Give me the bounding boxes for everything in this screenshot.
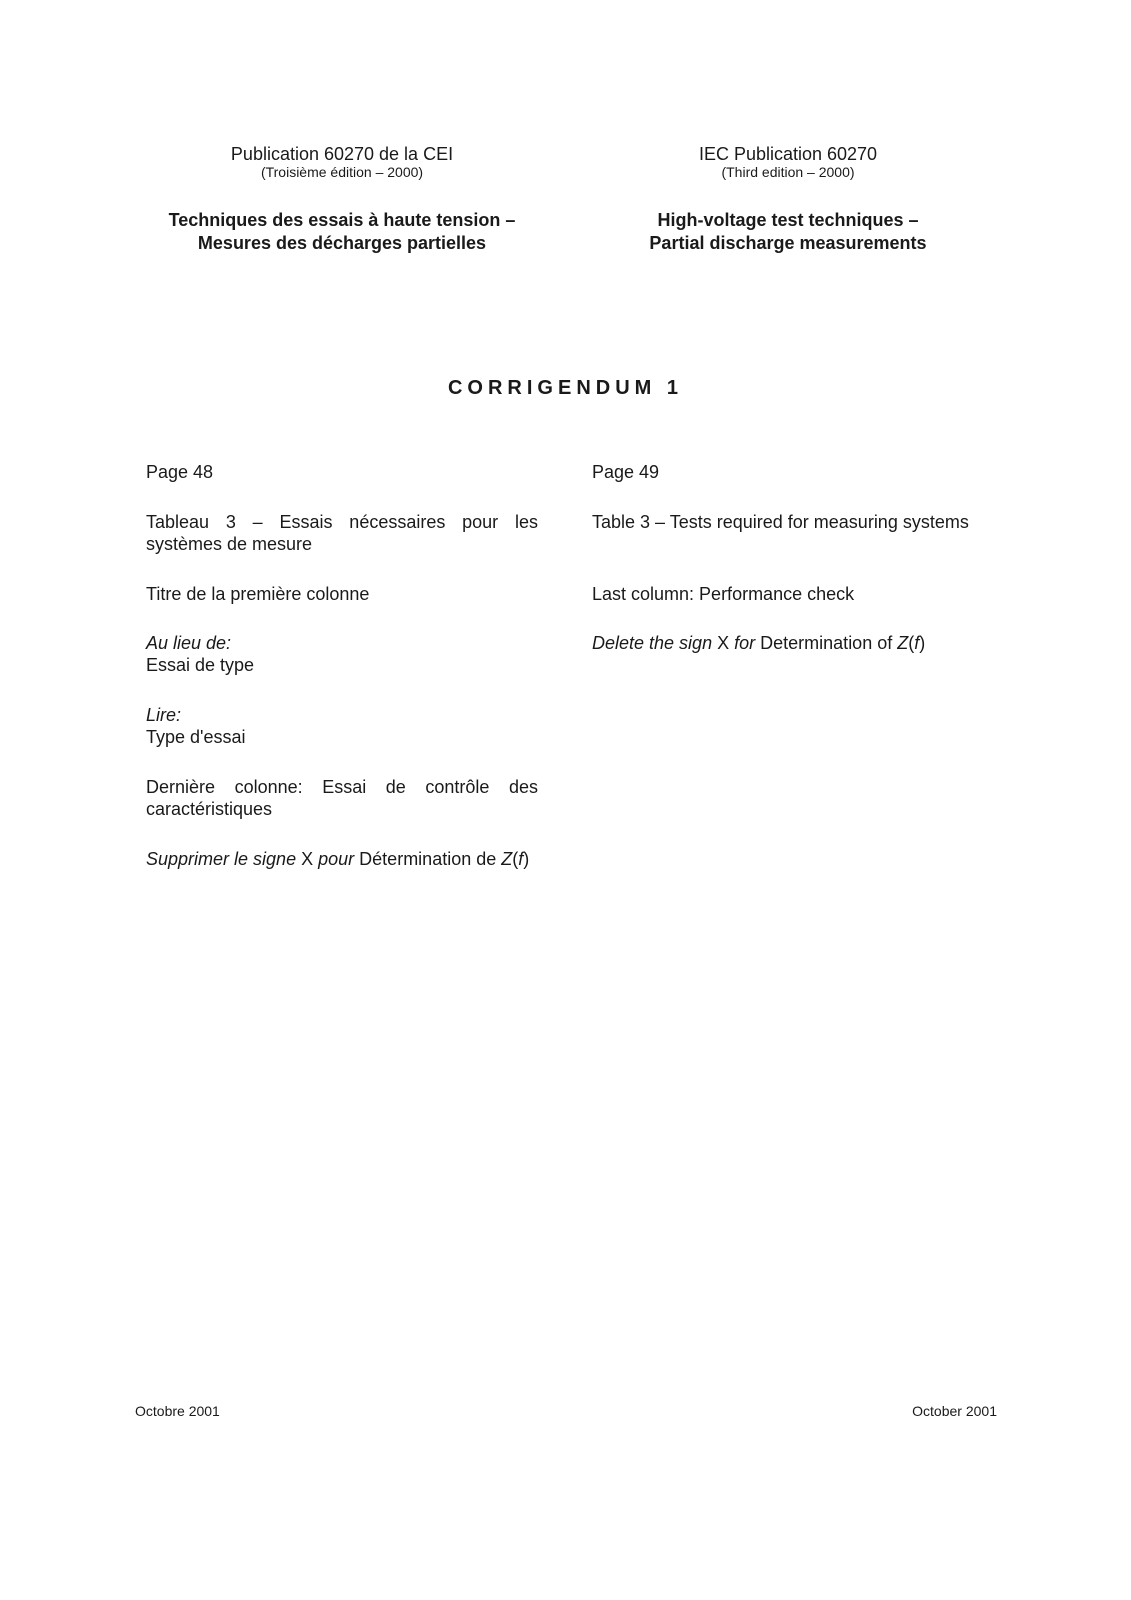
publication-number-fr: Publication 60270 de la CEI [230, 144, 454, 164]
header-french [132, 144, 552, 255]
delete-instruction-en: Delete the sign X for Determination of Z(f) [592, 633, 926, 653]
instead-of-label-fr: Au lieu de: [146, 633, 232, 653]
delete-text-fr: Détermination de [359, 849, 497, 869]
table-ref-fr: Tableau 3 – Essais nécessaires pour les systèmes de mesure [146, 512, 538, 554]
title-line-1-en: High-voltage test techniques – [657, 210, 919, 230]
document-title-en [578, 209, 998, 255]
title-line-2-fr: Mesures des décharges partielles [197, 233, 487, 253]
title-line-1-fr: Techniques des essais à haute tension – [168, 210, 516, 230]
delete-sign-en: X [717, 633, 730, 653]
footer-date-en: October 2001 [912, 1403, 997, 1419]
delete-italic-1-fr: Supprimer le signe [146, 849, 297, 869]
delete-instruction-fr: Supprimer le signe X pour Détermination de Z(f) [146, 849, 530, 869]
instead-of-text-fr: Essai de type [146, 655, 255, 675]
read-text-fr: Type d'essai [146, 727, 246, 747]
table-ref-en: Table 3 – Tests required for measuring systems [592, 512, 969, 532]
edition-fr: (Troisième édition – 2000) [260, 164, 424, 180]
read-block-fr [146, 704, 538, 748]
document-title-fr [132, 209, 552, 255]
f-symbol-fr: f [518, 849, 524, 869]
footer-date-fr: Octobre 2001 [135, 1403, 220, 1419]
page-ref-en: Page 49 [592, 462, 660, 482]
edition-en: (Third edition – 2000) [721, 164, 855, 180]
delete-italic-2-en: for [734, 633, 756, 653]
corrigendum-title: CORRIGENDUM 1 [447, 377, 683, 399]
delete-text-en: Determination of [760, 633, 893, 653]
title-line-2-en: Partial discharge measurements [649, 233, 927, 253]
last-column-en: Last column: Performance check [592, 584, 855, 604]
publication-number-en: IEC Publication 60270 [698, 144, 878, 164]
header-english [578, 144, 998, 255]
delete-italic-1-en: Delete the sign [592, 633, 713, 653]
instead-of-block-fr [146, 632, 538, 676]
page-ref-fr: Page 48 [146, 462, 214, 482]
f-symbol-en: f [914, 633, 920, 653]
delete-sign-fr: X [301, 849, 314, 869]
read-label-fr: Lire: [146, 705, 182, 725]
delete-italic-2-fr: pour [318, 849, 355, 869]
last-column-fr: Dernière colonne: Essai de contrôle des caractéristiques [146, 777, 538, 819]
column-ref-fr: Titre de la première colonne [146, 584, 370, 604]
z-symbol-en: Z [897, 633, 909, 653]
z-symbol-fr: Z [501, 849, 513, 869]
